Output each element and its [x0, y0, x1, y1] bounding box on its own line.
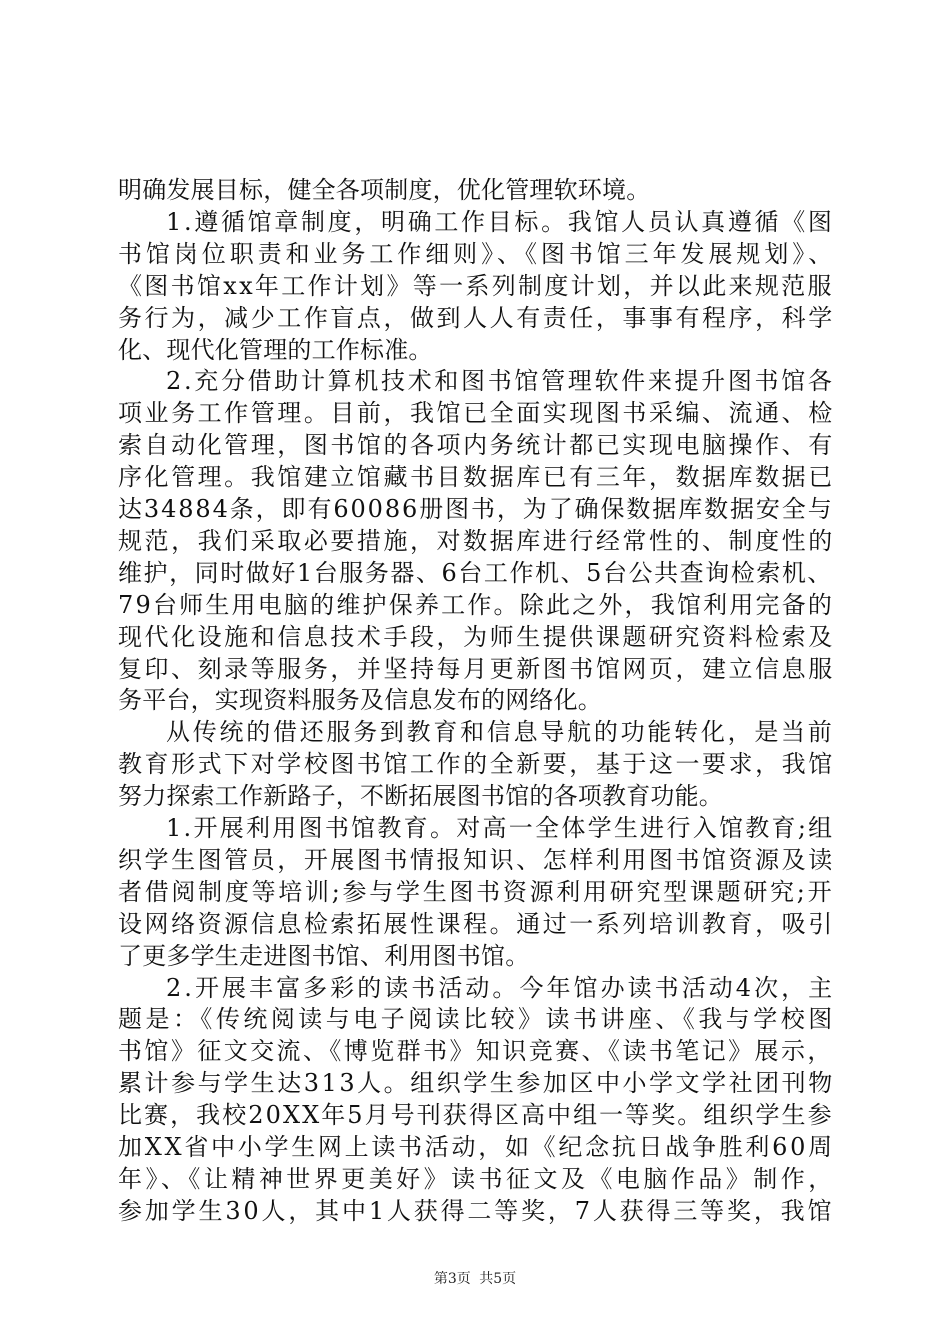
text-line: 织学生图管员，开展图书情报知识、怎样利用图书馆资源及读 — [118, 846, 835, 874]
text-line: 务平台，实现资料服务及信息发布的网络化。 — [118, 686, 602, 714]
text-line: 书馆岗位职责和业务工作细则》、《图书馆三年发展规划》、 — [118, 240, 837, 268]
text-line: 索自动化管理，图书馆的各项内务统计都已实现电脑操作、有 — [118, 431, 835, 459]
text-line: 比赛，我校20XX年5月号刊获得区高中组一等奖。组织学生参 — [118, 1101, 834, 1129]
text-line: 书馆》征文交流、《博览群书》知识竞赛、《读书笔记》展示， — [118, 1037, 834, 1065]
text-line: 了更多学生走进图书馆、利用图书馆。 — [118, 942, 530, 970]
text-line: 维护，同时做好1台服务器、6台工作机、5台公共查询检索机、 — [118, 559, 833, 587]
text-line: 累计参与学生达313人。组织学生参加区中小学文学社团刊物 — [118, 1069, 835, 1097]
text-line: 1.遵循馆章制度，明确工作目标。我馆人员认真遵循《图 — [166, 208, 835, 236]
text-line: 明确发展目标，健全各项制度，优化管理软环境。 — [118, 176, 651, 204]
text-line: 现代化设施和信息技术手段，为师生提供课题研究资料检索及 — [118, 623, 835, 651]
page-total: 共5页 — [479, 1271, 517, 1287]
text-line: 从传统的借还服务到教育和信息导航的功能转化，是当前 — [166, 718, 835, 746]
text-line: 者借阅制度等培训;参与学生图书资源利用研究型课题研究;开 — [118, 878, 835, 906]
text-line: 序化管理。我馆建立馆藏书目数据库已有三年，数据库数据已 — [118, 463, 835, 491]
text-line: 教育形式下对学校图书馆工作的全新要，基于这一要求，我馆 — [118, 750, 835, 778]
text-line: 加XX省中小学生网上读书活动，如《纪念抗日战争胜利60周 — [118, 1133, 835, 1161]
text-line: 题是：《传统阅读与电子阅读比较》读书讲座、《我与学校图 — [118, 1005, 836, 1033]
text-line: 规范，我们采取必要措施，对数据库进行经常性的、制度性的 — [118, 527, 835, 555]
page-number: 第3页 — [433, 1271, 471, 1287]
text-line: 1.开展利用图书馆教育。对高一全体学生进行入馆教育;组 — [166, 814, 835, 842]
text-line: 年》、《让精神世界更美好》读书征文及《电脑作品》制作， — [118, 1165, 836, 1193]
text-line: 《图书馆xx年工作计划》等一系列制度计划，并以此来规范服 — [118, 272, 834, 300]
page-footer — [0, 1270, 950, 1288]
text-line: 达34884条，即有60086册图书，为了确保数据库数据安全与 — [118, 495, 834, 523]
text-line: 努力探索工作新路子，不断拓展图书馆的各项教育功能。 — [118, 782, 723, 810]
text-line: 项业务工作管理。目前，我馆已全面实现图书采编、流通、检 — [118, 399, 835, 427]
text-line: 79台师生用电脑的维护保养工作。除此之外，我馆利用完备的 — [118, 591, 835, 619]
text-line: 设网络资源信息检索拓展性课程。通过一系列培训教育，吸引 — [118, 910, 835, 938]
text-line: 2.充分借助计算机技术和图书馆管理软件来提升图书馆各 — [166, 367, 835, 395]
text-line: 化、现代化管理的工作标准。 — [118, 336, 433, 364]
text-line: 参加学生30人，其中1人获得二等奖，7人获得三等奖，我馆 — [118, 1197, 835, 1225]
text-line: 2.开展丰富多彩的读书活动。今年馆办读书活动4次，主 — [166, 974, 836, 1002]
text-line: 务行为，减少工作盲点，做到人人有责任，事事有程序，科学 — [118, 304, 835, 332]
text-line: 复印、刻录等服务，并坚持每月更新图书馆网页，建立信息服 — [118, 655, 835, 683]
